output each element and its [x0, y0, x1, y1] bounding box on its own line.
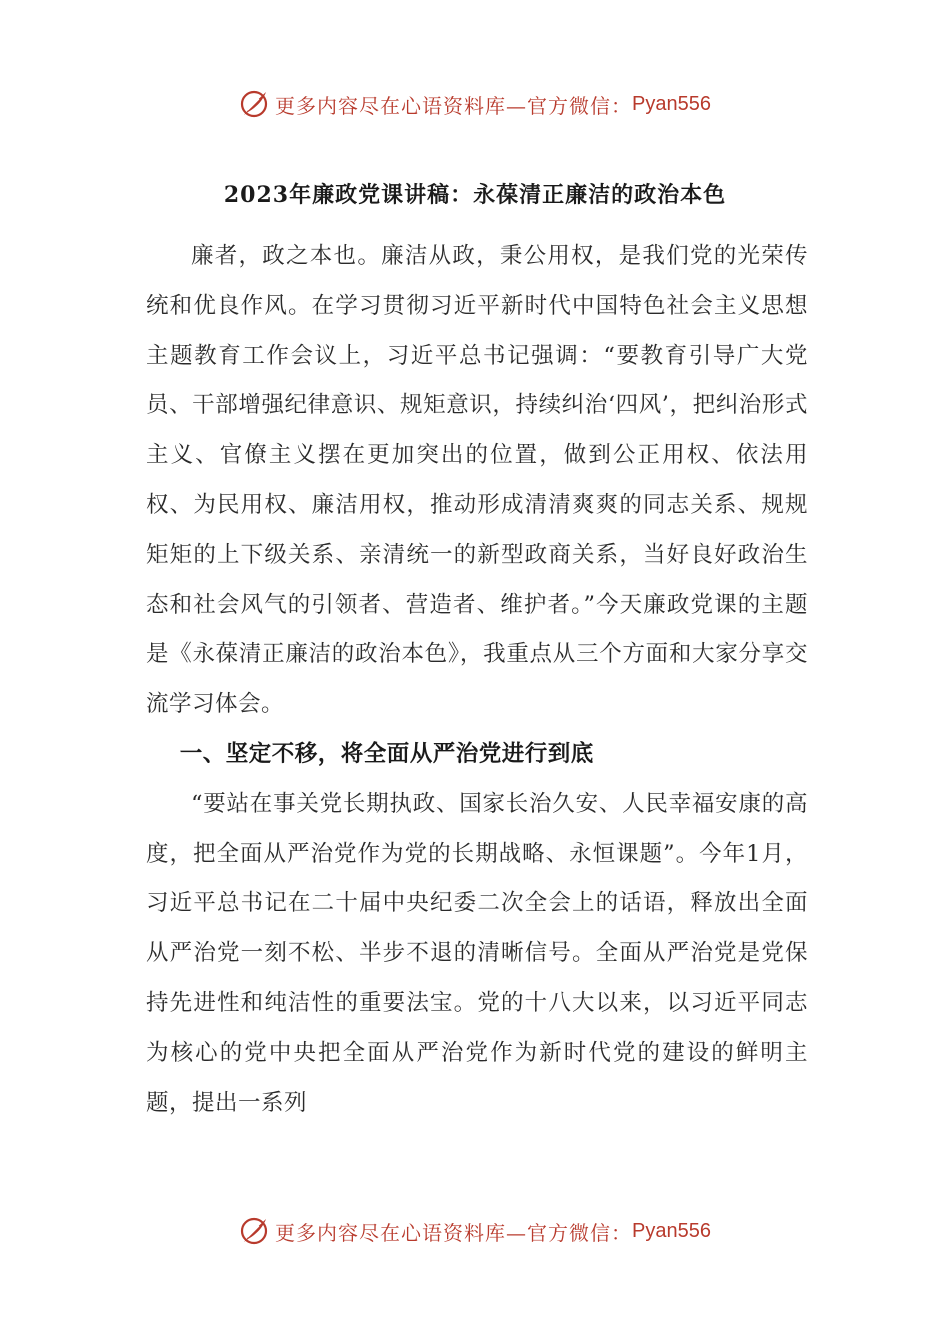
- wechat-account: Pyan556: [632, 1219, 711, 1242]
- quill-pen-icon: [239, 89, 269, 119]
- section-heading: 一、坚定不移，将全面从严治党进行到底: [179, 740, 594, 767]
- document-title: 2023年廉政党课讲稿：永葆清正廉洁的政治本色: [223, 182, 727, 208]
- footer-banner: [0, 1211, 950, 1251]
- paragraph: 廉者，政之本也。廉洁从政，秉公用权，是我们党的光荣传统和优良作风。在学习贯彻习近平新时代中国特色社会主义思想主题教育工作会议上，习近平总书记强调：“要教育引导广大党员、干部增强纪律意识、规矩意识，持续纠治‘四风’，把纠治形式主义、官僚主义摆在更加突出的位置，做到公正用权、依法用权、为民用权、廉洁用权，推动形成清清爽爽的同志关系、规规矩矩的上下级关系、亲清统一的新型政商关系，当好良好政治生态和社会风气的引领者、营造者、维护者。”今天廉政党课的主题是《永葆清正廉洁的政治本色》，我重点从三个方面和大家分享交流学习体会。: [146, 243, 808, 718]
- quill-pen-icon: [239, 1216, 269, 1246]
- wechat-account: Pyan556: [632, 92, 711, 115]
- banner-text: 更多内容尽在心语资料库—官方微信：: [275, 93, 633, 118]
- header-banner: [0, 84, 950, 124]
- document-body: [146, 232, 808, 1128]
- banner-text: 更多内容尽在心语资料库—官方微信：: [275, 1220, 633, 1245]
- paragraph: “要站在事关党长期执政、国家长治久安、人民幸福安康的高度，把全面从严治党作为党的长期战略、永恒课题”。今年1月，习近平总书记在二十届中央纪委二次全会上的话语，释放出全面从严治党一刻不松、半步不退的清晰信号。全面从严治党是党保持先进性和纯洁性的重要法宝。党的十八大以来，以习近平同志为核心的党中央把全面从严治党作为新时代党的建设的鲜明主题，提出一系列: [146, 790, 808, 1116]
